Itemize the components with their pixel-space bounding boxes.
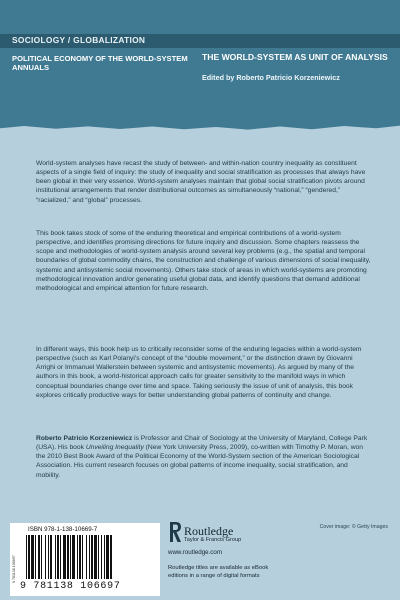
publisher-group: Taylor & Francis Group: [184, 537, 242, 543]
isbn-number: ISBN 978-1-138-10669-7: [28, 526, 98, 533]
publisher-url: www.routledge.com: [168, 549, 222, 556]
series-label: SOCIOLOGY / GLOBALIZATION: [12, 35, 146, 45]
description-paragraph-3: In different ways, this book help us to critically reconsider some of the enduring legacies within a world-system perspective (such as Karl Polanyi’s concept of the “double movement,” or the distinction drawn by Giovanni Arrighi or Immanuel Wallerstein between systemic and antisystemic movements). As argued by many of the authors in this book, a world-historical approach calls for greater sensitivity to the manifold ways in which conceptual boundaries change over time and space. Taking seriously the issue of unit of analysis, this book explores critically productive ways for better understanding global patterns of continuity and change.: [36, 346, 362, 399]
book-title: THE WORLD-SYSTEM AS UNIT OF ANALYSIS: [202, 52, 388, 62]
author-book-title: Unveiling Inequality: [85, 444, 144, 452]
barcode-digits: 9 781138 106697: [20, 581, 121, 592]
author-bio-text-2: (New York University Press, 2009), co-written with Timothy P. Moran, won the 2010 Best Book Award of the Political Economy of the World-System section of the American Sociological Association. His current research focuses on global patterns of income inequality, social stratification, and mobility.: [36, 444, 363, 479]
book-editor: Edited by Roberto Patricio Korzeniewicz: [202, 73, 340, 82]
routledge-logo-icon: [168, 521, 182, 548]
publisher-name: Routledge: [184, 524, 234, 538]
series-title: POLITICAL ECONOMY OF THE WORLD-SYSTEM ANNUALS: [12, 54, 188, 73]
barcode-panel: [10, 523, 160, 596]
author-bio: [36, 434, 372, 480]
author-name: Roberto Patricio Korzeniewicz: [36, 435, 133, 442]
isbn-side-text: 9 781138 106697: [12, 555, 16, 583]
description-paragraph-1: World-system analyses have recast the study of between- and within-nation country inequality as constituent aspects of a single field of inquiry: the study of inequality and social stratification as processes that always have been global in their very essence. World-system analyses maintain that global social stratification pivots around institutional arrangements that render distributional outcomes as simultaneously “national,” “gendered,” “racialized,” and “global” processes.: [36, 160, 366, 204]
barcode-icon: [24, 535, 150, 581]
description-paragraph-2: This book takes stock of some of the enduring theoretical and empirical contributions of a world-system perspective, and identifies promising directions for future inquiry and discussion. Some chapters reassess the scope and methodologies of world-system analysis around several key problems (e.g., the spatial and temporal boundaries of global commodity chains, the construction and challenge of various dimensions of social inequality, systemic and antisystemic social movements). Others take stock of areas in which world-systems are promoting methodological innovation and/or generating useful global data, and identify questions that demand additional methodological and empirical attention for future research.: [36, 230, 371, 292]
cover-credit: Cover image: © Getty Images: [319, 524, 388, 530]
author-bio-text-1: is Professor and Chair of Sociology at the University of Maryland, College Park (USA). His book: [36, 435, 368, 452]
ebook-note: Routledge titles are available as eBook editions in a range of digital formats: [168, 565, 269, 579]
